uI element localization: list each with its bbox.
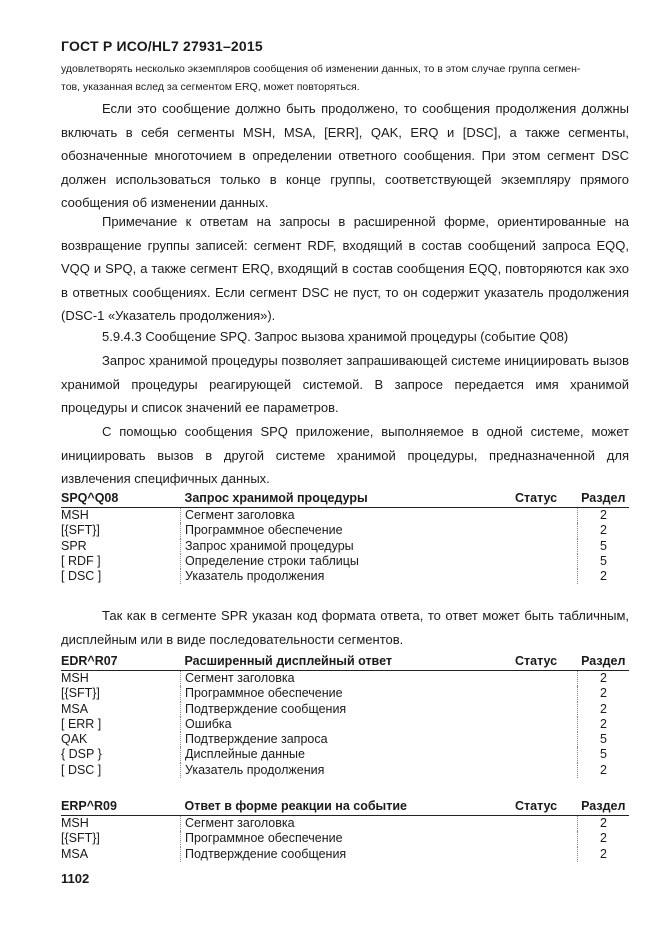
segment-status: [515, 702, 578, 717]
segment-section: 2: [578, 702, 630, 717]
segment-status: [515, 508, 578, 524]
segment-code: MSH: [61, 671, 89, 685]
segment-status: [515, 523, 578, 538]
segment-section: 5: [578, 747, 630, 762]
segment-description: Указатель продолжения: [181, 569, 516, 584]
segment-section: 5: [578, 539, 630, 554]
segment-status: [515, 816, 578, 832]
segment-section: 2: [578, 569, 630, 584]
segment-status: [515, 686, 578, 701]
segment-section: 2: [578, 686, 630, 701]
segment-code: MSH: [61, 816, 89, 830]
column-header-section: Раздел: [578, 491, 630, 508]
segment-description: Программное обеспечение: [181, 831, 516, 846]
segment-status: [515, 847, 578, 862]
column-header-section: Раздел: [578, 799, 630, 816]
segment-status: [515, 569, 578, 584]
section-heading: 5.9.4.3 Сообщение SPQ. Запрос вызова хранимой процедуры (событие Q08): [102, 329, 569, 344]
table-row: [61, 671, 629, 687]
continued-text-line-2: тов, указанная вслед за сегментом ERQ, может повторяться.: [61, 81, 360, 93]
paragraph-text: Так как в сегменте SPR указан код формата ответа, то ответ может быть табличным, дисплейным или в виде последовательности сегментов.: [61, 608, 629, 647]
segment-section: 2: [578, 847, 630, 862]
column-header-message: EDR^R07: [61, 654, 181, 671]
paragraph-text: С помощью сообщения SPQ приложение, выполняемое в одной системе, может инициировать вызов в другой системе хранимой процедуры, предназначенной для извлечения специфичных данных.: [61, 424, 629, 486]
segment-description: Запрос хранимой процедуры: [181, 539, 516, 554]
segment-description: Сегмент заголовка: [181, 508, 516, 524]
segment-description: Ошибка: [181, 717, 516, 732]
segment-code: MSH: [61, 508, 89, 522]
segment-section: 2: [578, 763, 630, 778]
segment-section: 2: [578, 816, 630, 832]
table-row: [61, 702, 629, 717]
segment-code: SPR: [61, 538, 87, 553]
segment-code: MSA: [61, 701, 89, 716]
segment-code: [ RDF ]: [61, 553, 101, 568]
table-header-row: [61, 654, 629, 671]
segment-description: Подтверждение сообщения: [181, 847, 516, 862]
segment-code: QAK: [61, 732, 88, 747]
column-header-status: Статус: [515, 799, 578, 816]
paragraph-spr-format: [61, 604, 629, 651]
table-row: [61, 816, 629, 832]
segment-description: Подтверждение запроса: [181, 732, 516, 747]
segment-table-spq: [61, 491, 629, 584]
segment-status: [515, 671, 578, 687]
segment-description: Определение строки таблицы: [181, 554, 516, 569]
table-row: [61, 831, 629, 846]
segment-section: 2: [578, 717, 630, 732]
segment-description: Подтверждение сообщения: [181, 702, 516, 717]
column-header-message: ERP^R09: [61, 799, 181, 816]
segment-code: [{SFT}]: [61, 686, 100, 701]
paragraph-spq-intro: [61, 349, 629, 420]
paragraph-note: [61, 210, 629, 328]
table-row: [61, 763, 629, 778]
paragraph-text: Примечание к ответам на запросы в расширенной форме, ориентированные на возвращение группы записей: сегмент RDF, входящий в состав сообщений запроса EQQ, VQQ и SPQ, а также сегмент ERQ, входящий в состав сообщения EQQ, повторяются как эхо в ответных сообщениях. Если сегмент DSC не пуст, то он содержит указатель продолжения (DSC-1 «Указатель продолжения»).: [61, 214, 629, 323]
segment-code: MSA: [61, 846, 89, 861]
table-row: [61, 554, 629, 569]
segment-code: [ DSC ]: [61, 569, 102, 584]
segment-description: Сегмент заголовка: [181, 816, 516, 832]
segment-code: [{SFT}]: [61, 523, 100, 538]
segment-description: Указатель продолжения: [181, 763, 516, 778]
paragraph-text: Запрос хранимой процедуры позволяет запрашивающей системе инициировать вызов хранимой процедуры реагирующей системой. В запросе передается имя хранимой процедуры и список значений ее параметров.: [61, 353, 629, 415]
segment-table-erp: [61, 799, 629, 862]
segment-description: Сегмент заголовка: [181, 671, 516, 687]
segment-description: Программное обеспечение: [181, 523, 516, 538]
column-header-status: Статус: [515, 654, 578, 671]
segment-section: 2: [578, 508, 630, 524]
column-header-description: Расширенный дисплейный ответ: [181, 654, 516, 671]
table-row: [61, 569, 629, 584]
table-header-row: [61, 491, 629, 508]
segment-code: { DSP }: [61, 747, 102, 762]
table-row: [61, 747, 629, 762]
column-header-description: Запрос хранимой процедуры: [181, 491, 516, 508]
segment-section: 2: [578, 671, 630, 687]
column-header-message: SPQ^Q08: [61, 491, 181, 508]
table-row: [61, 732, 629, 747]
segment-section: 2: [578, 831, 630, 846]
segment-description: Дисплейные данные: [181, 747, 516, 762]
table-row: [61, 717, 629, 732]
page-number: 1102: [61, 871, 90, 886]
table-row: [61, 539, 629, 554]
column-header-description: Ответ в форме реакции на событие: [181, 799, 516, 816]
segment-section: 2: [578, 523, 630, 538]
segment-code: [ ERR ]: [61, 716, 102, 731]
segment-status: [515, 554, 578, 569]
segment-status: [515, 732, 578, 747]
segment-description: Программное обеспечение: [181, 686, 516, 701]
table-header-row: [61, 799, 629, 816]
table-row: [61, 686, 629, 701]
continued-text-line-1: удовлетворять несколько экземпляров сообщения об изменении данных, то в этом случае группа сегмен-: [61, 63, 581, 75]
segment-status: [515, 763, 578, 778]
segment-section: 5: [578, 732, 630, 747]
segment-code: [{SFT}]: [61, 831, 100, 846]
segment-code: [ DSC ]: [61, 762, 102, 777]
column-header-status: Статус: [515, 491, 578, 508]
table-row: [61, 523, 629, 538]
column-header-section: Раздел: [578, 654, 630, 671]
segment-status: [515, 831, 578, 846]
paragraph-text: Если это сообщение должно быть продолжено, то сообщения продолжения должны включать в себя сегменты MSH, MSA, [ERR], QAK, ERQ и [DSC], а также сегменты, обозначенные многоточием в определении ответного сообщения. При этом сегмент DSC должен использоваться только в конце группы, соответствующей экземпляру прямого сообщения об изменении данных.: [61, 101, 629, 210]
paragraph-continuation: [61, 97, 629, 215]
segment-status: [515, 539, 578, 554]
table-row: [61, 847, 629, 862]
segment-table-edr: [61, 654, 629, 778]
paragraph-spq-usage: [61, 420, 629, 491]
page-header: ГОСТ Р ИСО/HL7 27931–2015: [61, 38, 263, 54]
segment-status: [515, 747, 578, 762]
segment-status: [515, 717, 578, 732]
table-row: [61, 508, 629, 524]
segment-section: 5: [578, 554, 630, 569]
